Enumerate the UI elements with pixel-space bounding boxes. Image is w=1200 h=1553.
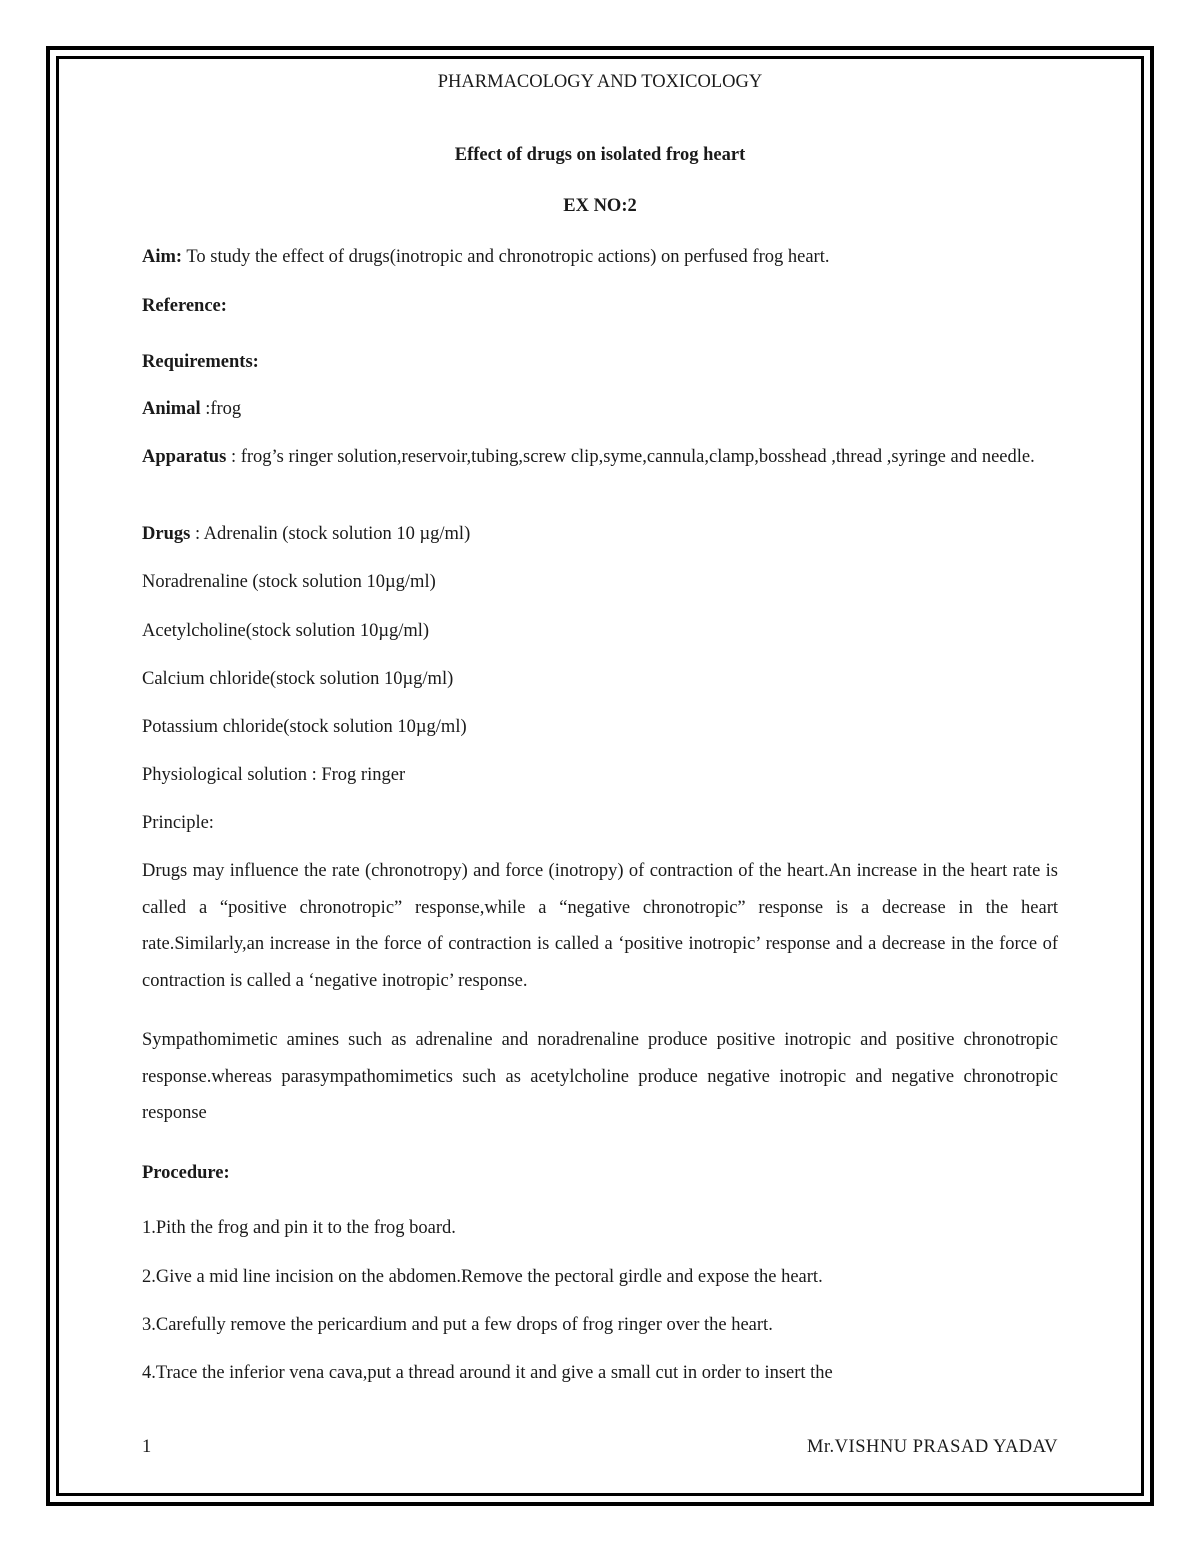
drug-item: Potassium chloride(stock solution 10µg/ml) xyxy=(142,717,467,737)
principle-label: Principle: xyxy=(142,813,214,833)
page-number: 1 xyxy=(142,1437,152,1457)
drugs-line xyxy=(142,523,470,545)
apparatus-text: : frog’s ringer solution,reservoir,tubing,screw clip,syme,cannula,clamp,bosshead ,thread ,syringe and needle. xyxy=(226,447,1035,467)
procedure-step: 4.Trace the inferior vena cava,put a thread around it and give a small cut in order to insert the xyxy=(142,1363,833,1383)
procedure-step: 3.Carefully remove the pericardium and put a few drops of frog ringer over the heart. xyxy=(142,1315,773,1335)
apparatus-line xyxy=(142,443,1058,471)
drugs-first-item: : Adrenalin (stock solution 10 µg/ml) xyxy=(190,524,471,544)
animal-text: :frog xyxy=(200,399,242,419)
drug-item: Calcium chloride(stock solution 10µg/ml) xyxy=(142,669,454,689)
drug-item: Acetylcholine(stock solution 10µg/ml) xyxy=(142,621,430,641)
drugs-label: Drugs xyxy=(142,524,191,544)
drug-item: Noradrenaline (stock solution 10µg/ml) xyxy=(142,572,436,592)
exercise-number: EX NO:2 xyxy=(563,196,637,216)
animal-label: Animal xyxy=(142,399,201,419)
animal-line xyxy=(142,398,241,420)
apparatus-label: Apparatus xyxy=(142,447,227,467)
principle-paragraph: Drugs may influence the rate (chronotropy) and force (inotropy) of contraction of the heart.An increase in the heart rate is called a “positive chronotropic” response,while a “negative chronotropic” response is a decrease in the heart rate.Similarly,an increase in the force of contraction is called a ‘positive inotropic’ response and a decrease in the force of contraction is called a ‘negative inotropic’ response. xyxy=(142,861,1058,991)
author-name: Mr.VISHNU PRASAD YADAV xyxy=(806,1437,1058,1457)
reference-label: Reference: xyxy=(142,296,227,316)
procedure-step: 1.Pith the frog and pin it to the frog board. xyxy=(142,1218,456,1238)
physiological-solution: Physiological solution : Frog ringer xyxy=(142,765,406,785)
document-title: Effect of drugs on isolated frog heart xyxy=(454,145,746,165)
procedure-label: Procedure: xyxy=(142,1163,230,1183)
principle-paragraph: Sympathomimetic amines such as adrenaline and noradrenaline produce positive inotropic and positive chronotropic response.whereas parasympathomimetics such as acetylcholine produce negative inotropic and negative chronotropic response xyxy=(142,1030,1058,1123)
aim-text: To study the effect of drugs(inotropic and chronotropic actions) on perfused frog heart. xyxy=(182,247,830,267)
aim-line xyxy=(142,246,829,268)
subject-heading: PHARMACOLOGY AND TOXICOLOGY xyxy=(437,72,763,92)
procedure-step: 2.Give a mid line incision on the abdomen.Remove the pectoral girdle and expose the heart. xyxy=(142,1267,823,1287)
requirements-label: Requirements: xyxy=(142,352,259,372)
aim-label: Aim: xyxy=(142,247,183,267)
